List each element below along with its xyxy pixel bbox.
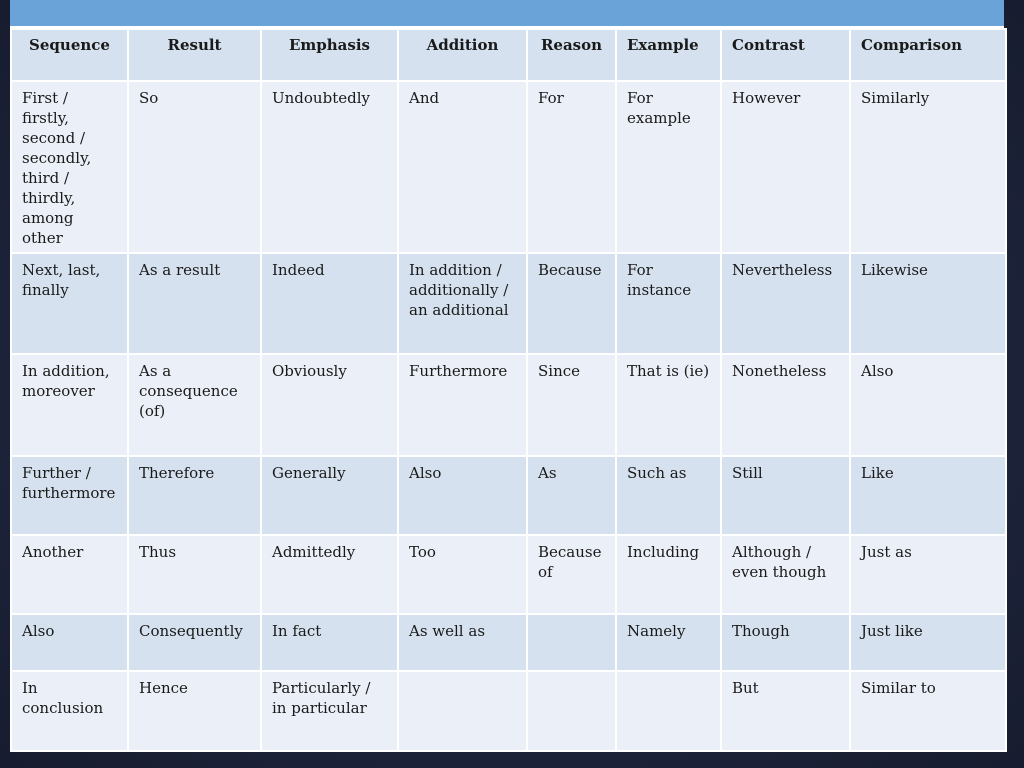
cell: Likewise bbox=[850, 253, 1006, 354]
table-row bbox=[11, 614, 1006, 671]
cell: That is (ie) bbox=[616, 354, 721, 456]
cell: Furthermore bbox=[398, 354, 527, 456]
cell: Just as bbox=[850, 535, 1006, 614]
cell bbox=[527, 614, 616, 671]
cell: As well as bbox=[398, 614, 527, 671]
cell: Also bbox=[398, 456, 527, 535]
cell: Next, last, finally bbox=[11, 253, 128, 354]
table-row bbox=[11, 253, 1006, 354]
cell: Another bbox=[11, 535, 128, 614]
cell: Further / furthermore bbox=[11, 456, 128, 535]
table-row bbox=[11, 535, 1006, 614]
table-row bbox=[11, 354, 1006, 456]
slide bbox=[10, 0, 1005, 748]
table-row bbox=[11, 456, 1006, 535]
cell: Therefore bbox=[128, 456, 261, 535]
cell: Because bbox=[527, 253, 616, 354]
cell: First / firstly, second / secondly, third / thirdly, among other bbox=[11, 81, 128, 253]
cell: Like bbox=[850, 456, 1006, 535]
cell: For example bbox=[616, 81, 721, 253]
connectives-table bbox=[10, 28, 1007, 752]
cell: Thus bbox=[128, 535, 261, 614]
cell: Since bbox=[527, 354, 616, 456]
cell: Also bbox=[850, 354, 1006, 456]
cell: Although / even though bbox=[721, 535, 850, 614]
cell: For bbox=[527, 81, 616, 253]
header-addition: Addition bbox=[398, 29, 527, 81]
cell bbox=[616, 671, 721, 751]
cell: Though bbox=[721, 614, 850, 671]
cell: Consequently bbox=[128, 614, 261, 671]
header-contrast: Contrast bbox=[721, 29, 850, 81]
header-emphasis: Emphasis bbox=[261, 29, 398, 81]
table-row bbox=[11, 81, 1006, 253]
table-row bbox=[11, 671, 1006, 751]
cell: Similar to bbox=[850, 671, 1006, 751]
cell: But bbox=[721, 671, 850, 751]
cell: Still bbox=[721, 456, 850, 535]
cell bbox=[527, 671, 616, 751]
header-comparison: Comparison bbox=[850, 29, 1006, 81]
cell: Such as bbox=[616, 456, 721, 535]
title-bar bbox=[10, 0, 1004, 28]
cell: So bbox=[128, 81, 261, 253]
cell: Nevertheless bbox=[721, 253, 850, 354]
header-row bbox=[11, 29, 1006, 81]
cell: In conclusion bbox=[11, 671, 128, 751]
cell: Nonetheless bbox=[721, 354, 850, 456]
cell: Just like bbox=[850, 614, 1006, 671]
cell: Namely bbox=[616, 614, 721, 671]
header-reason: Reason bbox=[527, 29, 616, 81]
cell: As a consequence (of) bbox=[128, 354, 261, 456]
cell: Undoubtedly bbox=[261, 81, 398, 253]
cell: Generally bbox=[261, 456, 398, 535]
cell: Admittedly bbox=[261, 535, 398, 614]
cell: In fact bbox=[261, 614, 398, 671]
cell: As a result bbox=[128, 253, 261, 354]
cell: And bbox=[398, 81, 527, 253]
cell: In addition, moreover bbox=[11, 354, 128, 456]
cell: Indeed bbox=[261, 253, 398, 354]
header-result: Result bbox=[128, 29, 261, 81]
cell: Also bbox=[11, 614, 128, 671]
cell: Because of bbox=[527, 535, 616, 614]
cell: As bbox=[527, 456, 616, 535]
cell: Including bbox=[616, 535, 721, 614]
cell: However bbox=[721, 81, 850, 253]
cell: Obviously bbox=[261, 354, 398, 456]
header-sequence: Sequence bbox=[11, 29, 128, 81]
cell: Hence bbox=[128, 671, 261, 751]
cell: Too bbox=[398, 535, 527, 614]
header-example: Example bbox=[616, 29, 721, 81]
cell bbox=[398, 671, 527, 751]
cell: Similarly bbox=[850, 81, 1006, 253]
cell: Particularly / in particular bbox=[261, 671, 398, 751]
cell: In addition / additionally / an additional bbox=[398, 253, 527, 354]
cell: For instance bbox=[616, 253, 721, 354]
